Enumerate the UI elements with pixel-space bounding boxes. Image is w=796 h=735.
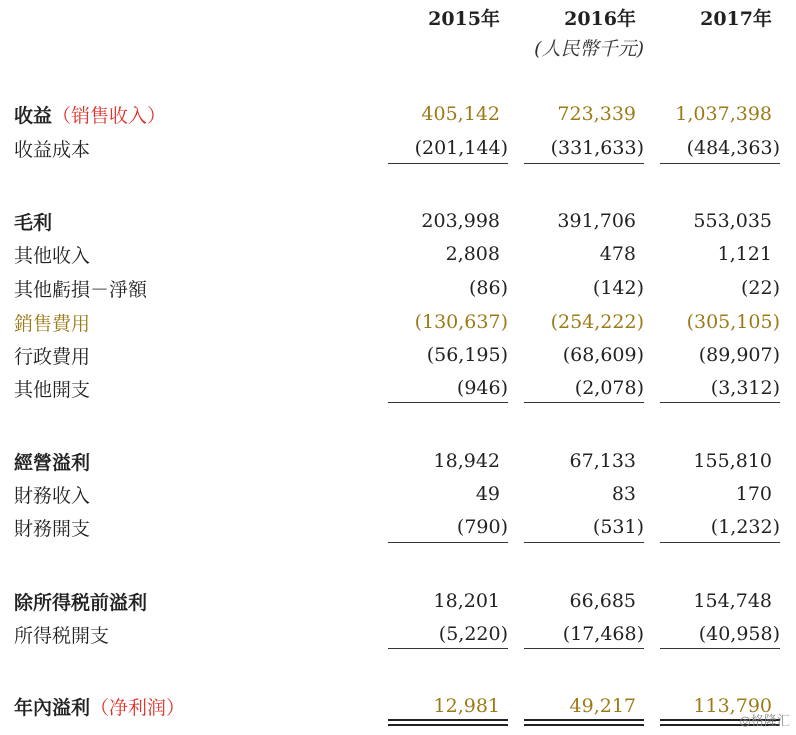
cell-selling-2015: (130,637) [414, 311, 508, 333]
cell-cost-2017: (484,363) [686, 137, 780, 159]
cell-revenue-2016: 723,339 [557, 103, 636, 125]
subtotal-rule [660, 402, 780, 403]
subtotal-rule [660, 542, 780, 543]
cell-other-losses-2017: (22) [740, 277, 780, 299]
cell-gross-2017: 553,035 [693, 210, 772, 232]
cell-fin-costs-2016: (531) [592, 516, 644, 538]
row-label-other-losses: 其他虧損－淨額 [14, 279, 148, 301]
cell-other-exp-2016: (2,078) [574, 377, 644, 399]
subtotal-rule [524, 542, 644, 543]
cell-revenue-2017: 1,037,398 [675, 103, 772, 125]
cell-other-losses-2015: (86) [468, 277, 508, 299]
cell-other-income-2015: 2,808 [445, 243, 500, 265]
cell-net-profit-2017: 113,790 [693, 695, 772, 717]
total-double-rule [388, 719, 508, 721]
row-label-finance-costs: 財務開支 [14, 518, 91, 540]
subtotal-rule [660, 648, 780, 649]
cell-fin-income-2016: 83 [611, 483, 636, 505]
subtotal-rule [388, 163, 508, 164]
cell-cost-2015: (201,144) [414, 137, 508, 159]
cell-selling-2016: (254,222) [550, 311, 644, 333]
cell-operating-2016: 67,133 [569, 450, 636, 472]
total-double-rule [524, 719, 644, 721]
column-header-2015: 2015年 [428, 8, 500, 30]
cell-pbt-2015: 18,201 [433, 590, 500, 612]
subtotal-rule [524, 648, 644, 649]
cell-operating-2017: 155,810 [693, 450, 772, 472]
revenue-note: （销售收入） [52, 105, 167, 127]
cell-admin-2015: (56,195) [426, 344, 508, 366]
cell-other-income-2016: 478 [599, 243, 636, 265]
cell-pbt-2016: 66,685 [569, 590, 636, 612]
row-label-other-income: 其他收入 [14, 245, 91, 267]
cell-fin-costs-2017: (1,232) [710, 516, 780, 538]
cell-fin-income-2015: 49 [475, 483, 500, 505]
cell-other-losses-2016: (142) [592, 277, 644, 299]
row-label-profit-before-tax: 除所得税前溢利 [14, 592, 148, 614]
cell-revenue-2015: 405,142 [421, 103, 500, 125]
cell-operating-2015: 18,942 [433, 450, 500, 472]
cell-other-exp-2017: (3,312) [710, 377, 780, 399]
subtotal-rule [388, 542, 508, 543]
row-label-revenue: 收益（销售收入） [14, 105, 167, 127]
row-label-profit-for-year: 年內溢利（净利润） [14, 697, 186, 719]
row-label-other-expenses: 其他開支 [14, 379, 91, 401]
cell-fin-costs-2015: (790) [456, 516, 508, 538]
watermark: ◎格隆汇 [739, 714, 790, 729]
cell-gross-2015: 203,998 [421, 210, 500, 232]
row-label-operating-profit: 經營溢利 [14, 452, 91, 474]
cell-gross-2016: 391,706 [557, 210, 636, 232]
subtotal-rule [388, 648, 508, 649]
cell-net-profit-2015: 12,981 [433, 695, 500, 717]
row-label-income-tax: 所得税開支 [14, 625, 110, 647]
row-label-selling-expenses: 銷售費用 [14, 313, 91, 335]
column-header-2016: 2016年 [564, 8, 636, 30]
cell-cost-2016: (331,633) [550, 137, 644, 159]
row-label-admin-expenses: 行政費用 [14, 346, 91, 368]
cell-admin-2016: (68,609) [562, 344, 644, 366]
currency-unit-note: (人民幣千元) [534, 38, 644, 60]
cell-tax-2016: (17,468) [562, 623, 644, 645]
total-double-rule [524, 724, 644, 726]
cell-selling-2017: (305,105) [686, 311, 780, 333]
cell-other-exp-2015: (946) [456, 377, 508, 399]
cell-fin-income-2017: 170 [735, 483, 772, 505]
subtotal-rule [524, 402, 644, 403]
subtotal-rule [660, 163, 780, 164]
cell-admin-2017: (89,907) [698, 344, 780, 366]
subtotal-rule [524, 163, 644, 164]
profit-note: （净利润） [90, 697, 186, 719]
column-header-2017: 2017年 [700, 8, 772, 30]
cell-pbt-2017: 154,748 [693, 590, 772, 612]
row-label-gross-profit: 毛利 [14, 212, 53, 234]
total-double-rule [388, 724, 508, 726]
row-label-finance-income: 財務收入 [14, 485, 91, 507]
cell-net-profit-2016: 49,217 [569, 695, 636, 717]
cell-other-income-2017: 1,121 [717, 243, 772, 265]
row-label-cost-of-revenue: 收益成本 [14, 139, 91, 161]
subtotal-rule [388, 402, 508, 403]
cell-tax-2017: (40,958) [698, 623, 780, 645]
cell-tax-2015: (5,220) [438, 623, 508, 645]
